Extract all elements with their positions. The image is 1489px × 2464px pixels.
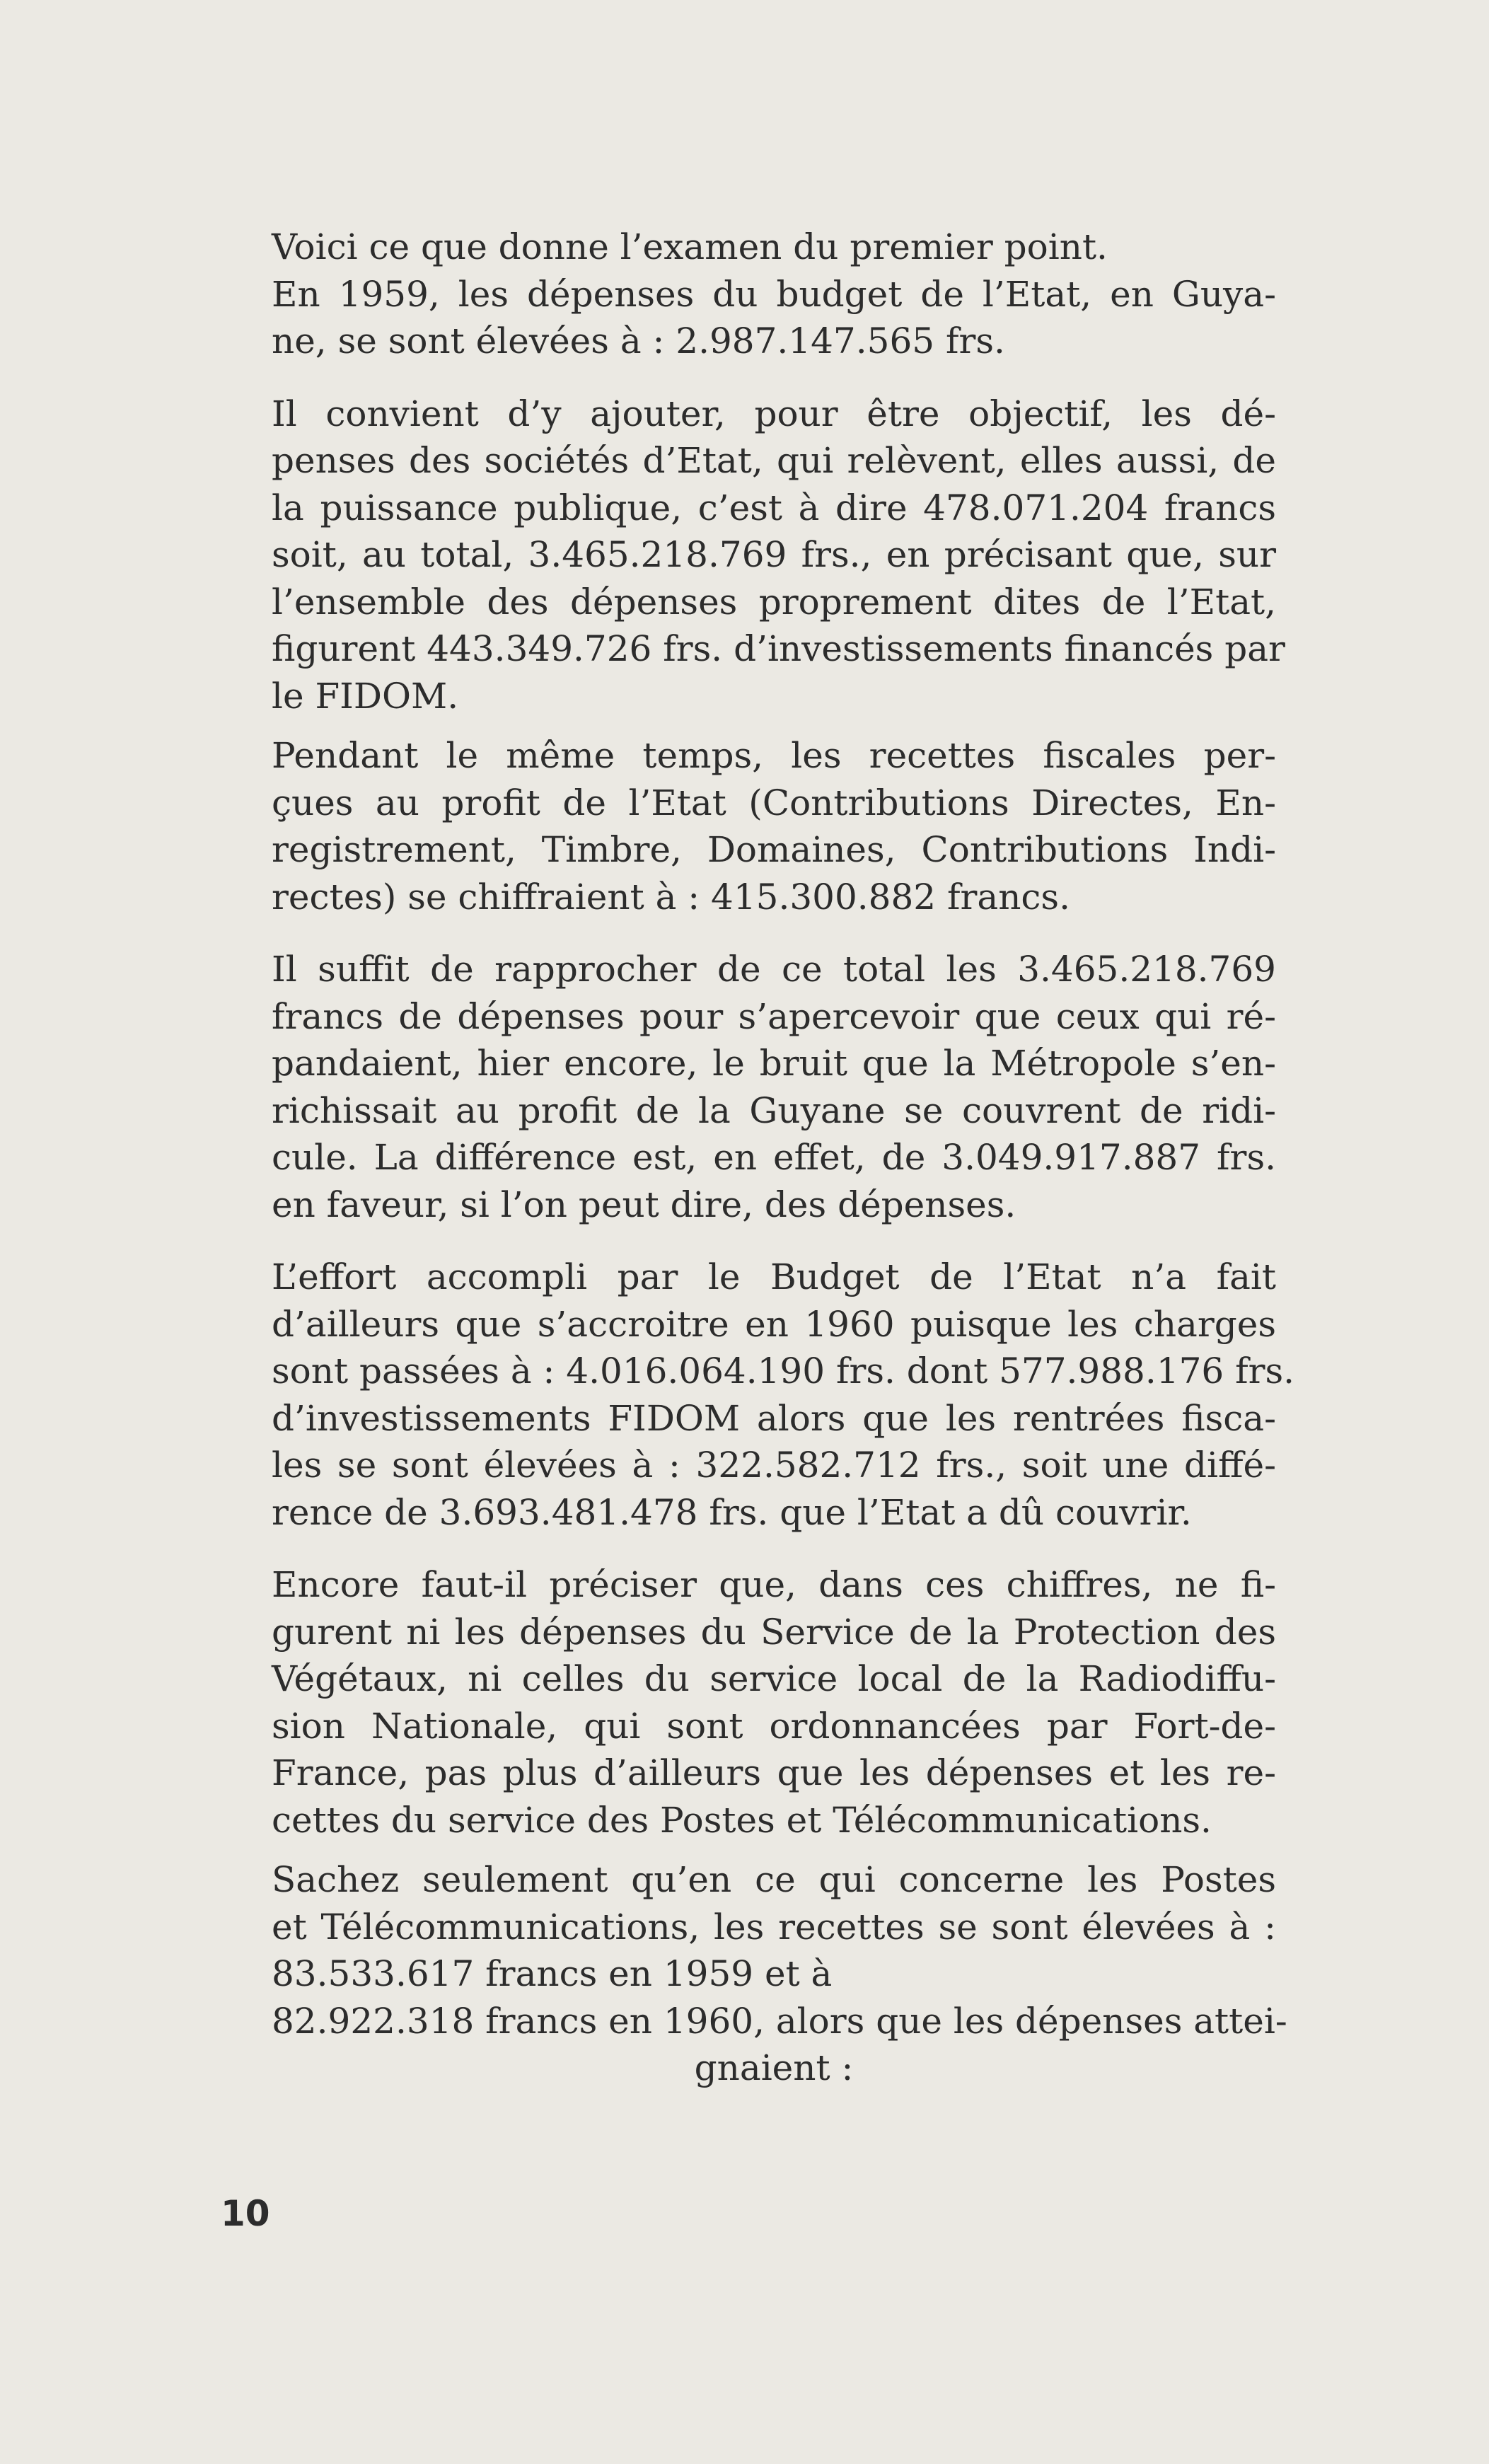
text-line: figurent 443.349.726 frs. d’investissements financés par bbox=[272, 628, 1285, 669]
text-line: les se sont élevées à : 322.582.712 frs., soit une diffé- bbox=[272, 1445, 1276, 1486]
text-line: France, pas plus d’ailleurs que les dépenses et les re- bbox=[272, 1752, 1276, 1793]
paragraph-gap bbox=[272, 719, 1276, 732]
text-line: çues au profit de l’Etat (Contributions Directes, En- bbox=[272, 782, 1276, 823]
text-line: Végétaux, ni celles du service local de la Radiodiffu- bbox=[272, 1658, 1276, 1699]
text-line: cule. La différence est, en effet, de 3.049.917.887 frs. bbox=[272, 1137, 1276, 1178]
text-line: gnaient : bbox=[694, 2047, 854, 2088]
text-line: gurent ni les dépenses du Service de la Protection des bbox=[272, 1611, 1276, 1653]
text-line: En 1959, les dépenses du budget de l’Etat, en Guya- bbox=[272, 273, 1276, 315]
text-line: Encore faut-il préciser que, dans ces chiffres, ne fi- bbox=[272, 1564, 1276, 1605]
text-line: ne, se sont élevées à : 2.987.147.565 frs. bbox=[272, 320, 1005, 361]
text-line: d’ailleurs que s’accroitre en 1960 puisque les charges bbox=[272, 1303, 1276, 1345]
text-line: registrement, Timbre, Domaines, Contributions Indi- bbox=[272, 829, 1276, 870]
text-line: Voici ce que donne l’examen du premier point. bbox=[272, 226, 1108, 267]
text-line: pandaient, hier encore, le bruit que la Métropole s’en- bbox=[272, 1043, 1276, 1084]
text-line: rence de 3.693.481.478 frs. que l’Etat a dû couvrir. bbox=[272, 1491, 1192, 1533]
paragraph-gap bbox=[272, 365, 1276, 391]
text-line: cettes du service des Postes et Télécommunications. bbox=[272, 1799, 1212, 1841]
text-line: francs de dépenses pour s’apercevoir que ceux qui ré- bbox=[272, 995, 1276, 1037]
text-line: Il convient d’y ajouter, pour être objectif, les dé- bbox=[272, 393, 1276, 434]
paragraph-gap bbox=[272, 1844, 1276, 1856]
page-number: 10 bbox=[221, 2193, 270, 2234]
text-line: le FIDOM. bbox=[272, 675, 459, 717]
text-line: sont passées à : 4.016.064.190 frs. dont 577.988.176 frs. bbox=[272, 1350, 1295, 1392]
text-line: la puissance publique, c’est à dire 478.071.204 francs bbox=[272, 487, 1276, 528]
text-line: L’effort accompli par le Budget de l’Etat n’a fait bbox=[272, 1256, 1276, 1297]
text-line: Il suffit de rapprocher de ce total les 3.465.218.769 bbox=[272, 949, 1276, 990]
text-line: l’ensemble des dépenses proprement dites de l’Etat, bbox=[272, 581, 1276, 623]
paragraph-gap bbox=[272, 1228, 1276, 1254]
text-line: d’investissements FIDOM alors que les rentrées fisca- bbox=[272, 1397, 1276, 1439]
text-line: Sachez seulement qu’en ce qui concerne les Postes bbox=[272, 1859, 1276, 1900]
text-line: Pendant le même temps, les recettes fiscales per- bbox=[272, 735, 1276, 776]
text-line: en faveur, si l’on peut dire, des dépenses. bbox=[272, 1184, 1016, 1225]
text-line: 83.533.617 francs en 1959 et à bbox=[272, 1953, 833, 1994]
text-line: et Télécommunications, les recettes se sont élevées à : bbox=[272, 1906, 1276, 1948]
text-line: penses des sociétés d’Etat, qui relèvent, elles aussi, de bbox=[272, 440, 1276, 481]
paragraph-gap bbox=[272, 1536, 1276, 1561]
text-line: 82.922.318 francs en 1960, alors que les dépenses attei- bbox=[272, 2000, 1287, 2042]
paragraph-gap bbox=[272, 920, 1276, 946]
text-line: soit, au total, 3.465.218.769 frs., en précisant que, sur bbox=[272, 534, 1276, 575]
text-line: richissait au profit de la Guyane se couvrent de ridi- bbox=[272, 1089, 1276, 1131]
text-line: rectes) se chiffraient à : 415.300.882 francs. bbox=[272, 876, 1070, 918]
body-text bbox=[272, 224, 1295, 2092]
text-line: sion Nationale, qui sont ordonnancées par Fort-de- bbox=[272, 1705, 1276, 1747]
